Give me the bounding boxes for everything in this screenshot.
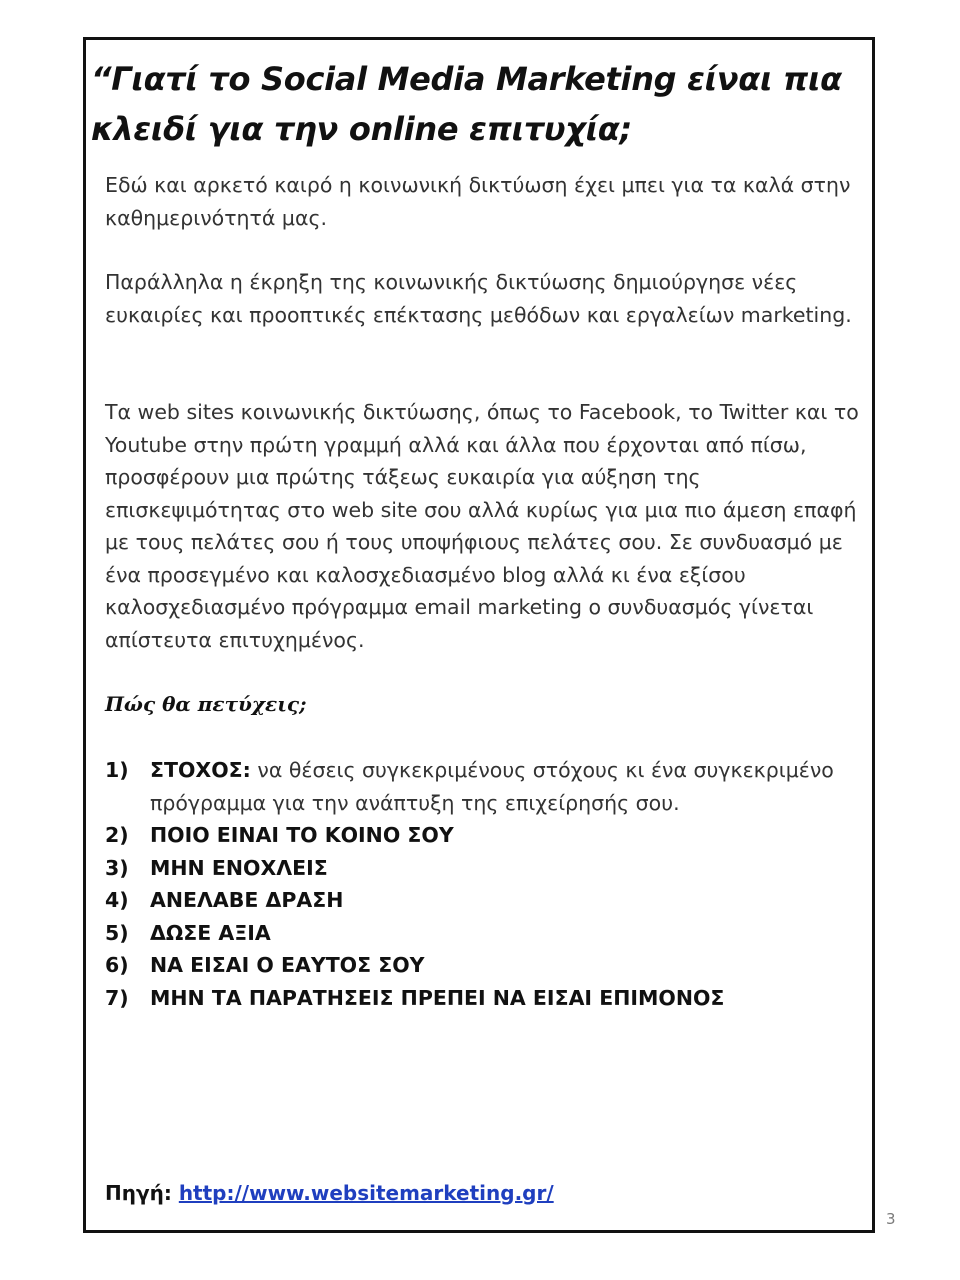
list-item	[105, 917, 865, 950]
page-number: 3	[886, 1210, 896, 1228]
source-line	[105, 1178, 554, 1208]
steps-list	[105, 754, 865, 1014]
list-item	[105, 852, 865, 885]
source-label: Πηγή:	[105, 1181, 179, 1205]
step-number: 1)	[105, 758, 129, 782]
step-number: 5)	[105, 920, 129, 945]
step-number: 4)	[105, 888, 129, 912]
step-title: ΣΤΟΧΟΣ:	[150, 758, 251, 782]
step-number: 3)	[105, 855, 129, 880]
step-title: ΠΟΙΟ ΕΙΝΑΙ ΤΟ ΚΟΙΝΟ ΣΟΥ	[150, 823, 454, 847]
page-title: “Γιατί το Social Media Marketing είναι πια κλειδί για την online επιτυχία;	[91, 60, 842, 148]
step-number: 7)	[105, 985, 129, 1010]
step-number: 2)	[105, 823, 129, 847]
list-item	[105, 819, 865, 852]
step-title: ΝΑ ΕΙΣΑΙ Ο ΕΑΥΤΟΣ ΣΟΥ	[150, 953, 425, 977]
list-item	[105, 949, 865, 982]
list-item	[105, 982, 865, 1015]
list-item	[105, 884, 865, 917]
step-title: ΑΝΕΛΑΒΕ ΔΡΑΣΗ	[150, 888, 344, 912]
intro-paragraph: Εδώ και αρκετό καιρό η κοινωνική δικτύωση έχει μπει για τα καλά στην καθημερινότητά μας.	[105, 173, 851, 230]
step-title: ΜΗΝ ΤΑ ΠΑΡΑΤΗΣΕΙΣ ΠΡΕΠΕΙ ΝΑ ΕΙΣΑΙ ΕΠΙΜΟΝΟΣ	[150, 985, 725, 1010]
step-text: να θέσεις συγκεκριμένους στόχους κι ένα συγκεκριμένο πρόγραμμα για την ανάπτυξη της επιχείρησής σου.	[150, 758, 834, 815]
social-sites-paragraph: Τα web sites κοινωνικής δικτύωσης, όπως το Facebook, το Twitter και το Youtube στην πρώτη γραμμή αλλά και άλλα που έρχονται από πίσω, προσφέρουν μια πρώτης τάξεως ευκαιρία για αύξηση της επισκεψιμότητας στο web site σου αλλά κυρίως για μια πιο άμεση επαφή με τους πελάτες σου ή τους υποψήφιους πελάτες σου. Σε συνδυασμό με ένα προσεγμένο και καλοσχεδιασμένο blog αλλά κι ένα εξίσου καλοσχεδιασμένο πρόγραμμα email marketing ο συνδυασμός γίνεται απίστευτα επιτυχημένος.	[105, 400, 859, 652]
list-item	[105, 754, 865, 819]
step-title: ΔΩΣΕ ΑΞΙΑ	[150, 920, 271, 945]
source-link[interactable]: http://www.websitemarketing.gr/	[178, 1181, 554, 1205]
how-to-succeed-heading: Πώς θα πετύχεις;	[105, 692, 307, 716]
step-title: ΜΗΝ ΕΝΟΧΛΕΙΣ	[150, 855, 328, 880]
explosion-paragraph: Παράλληλα η έκρηξη της κοινωνικής δικτύωσης δημιούργησε νέες ευκαιρίες και προοπτικές επέκτασης μεθόδων και εργαλείων marketing.	[105, 270, 852, 327]
step-number: 6)	[105, 953, 129, 977]
